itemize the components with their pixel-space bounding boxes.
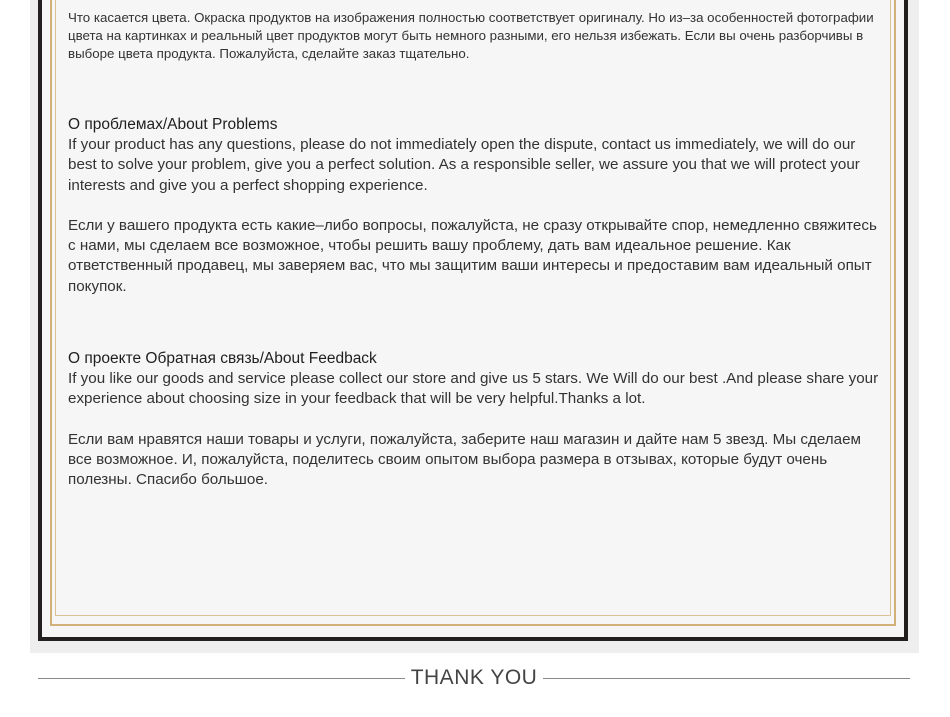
feedback-heading: О проекте Обратная связь/About Feedback: [68, 350, 377, 368]
thank-you-footer: [38, 664, 910, 692]
footer-divider-right: [543, 678, 910, 679]
color-note-text: Что касается цвета. Окраска продуктов на изображения полностью соответствует оригиналу. Но из–за особенностей фотографии цвета на картинках и реальный цвет продуктов могут быть немного разными, его нельзя избежать. Если вы очень разборчивы в выборе цвета продукта. Пожалуйста, сделайте заказ тщательно.: [68, 10, 874, 61]
footer-divider-left: [38, 678, 405, 679]
feedback-text-ru: Если вам нравятся наши товары и услуги, пожалуйста, заберите наш магазин и дайте нам 5 звезд. Мы сделаем все возможное. И, пожалуйста, поделитесь своим опытом выбора размера в отзывах, которые будут очень полезны. Спасибо большое.: [68, 430, 861, 489]
thank-you-label: THANK YOU: [410, 666, 538, 689]
notice-content: [68, 9, 884, 491]
problems-text-en: If your product has any questions, please do not immediately open the dispute, contact us immediately, we will do our best to solve your problem, give you a perfect solution. As a responsible seller, we assure you that we will protect your interests and give you a perfect shopping experience.: [68, 136, 860, 194]
feedback-text-en: If you like our goods and service please collect our store and give us 5 stars. We Will do our best .And please share your experience about choosing size in your feedback that will be very helpful.Thanks a lot.: [68, 370, 879, 408]
problems-text-ru: Если у вашего продукта есть какие–либо вопросы, пожалуйста, не сразу открывайте спор, немедленно свяжитесь с нами, мы сделаем все возможное, чтобы решить вашу проблему, дать вам идеальное решение. Как ответственный продавец, мы заверяем вас, что мы защитим ваши интересы и предоставим вам идеальный опыт покупок.: [68, 216, 877, 295]
problems-heading: О проблемах/About Problems: [68, 116, 278, 133]
